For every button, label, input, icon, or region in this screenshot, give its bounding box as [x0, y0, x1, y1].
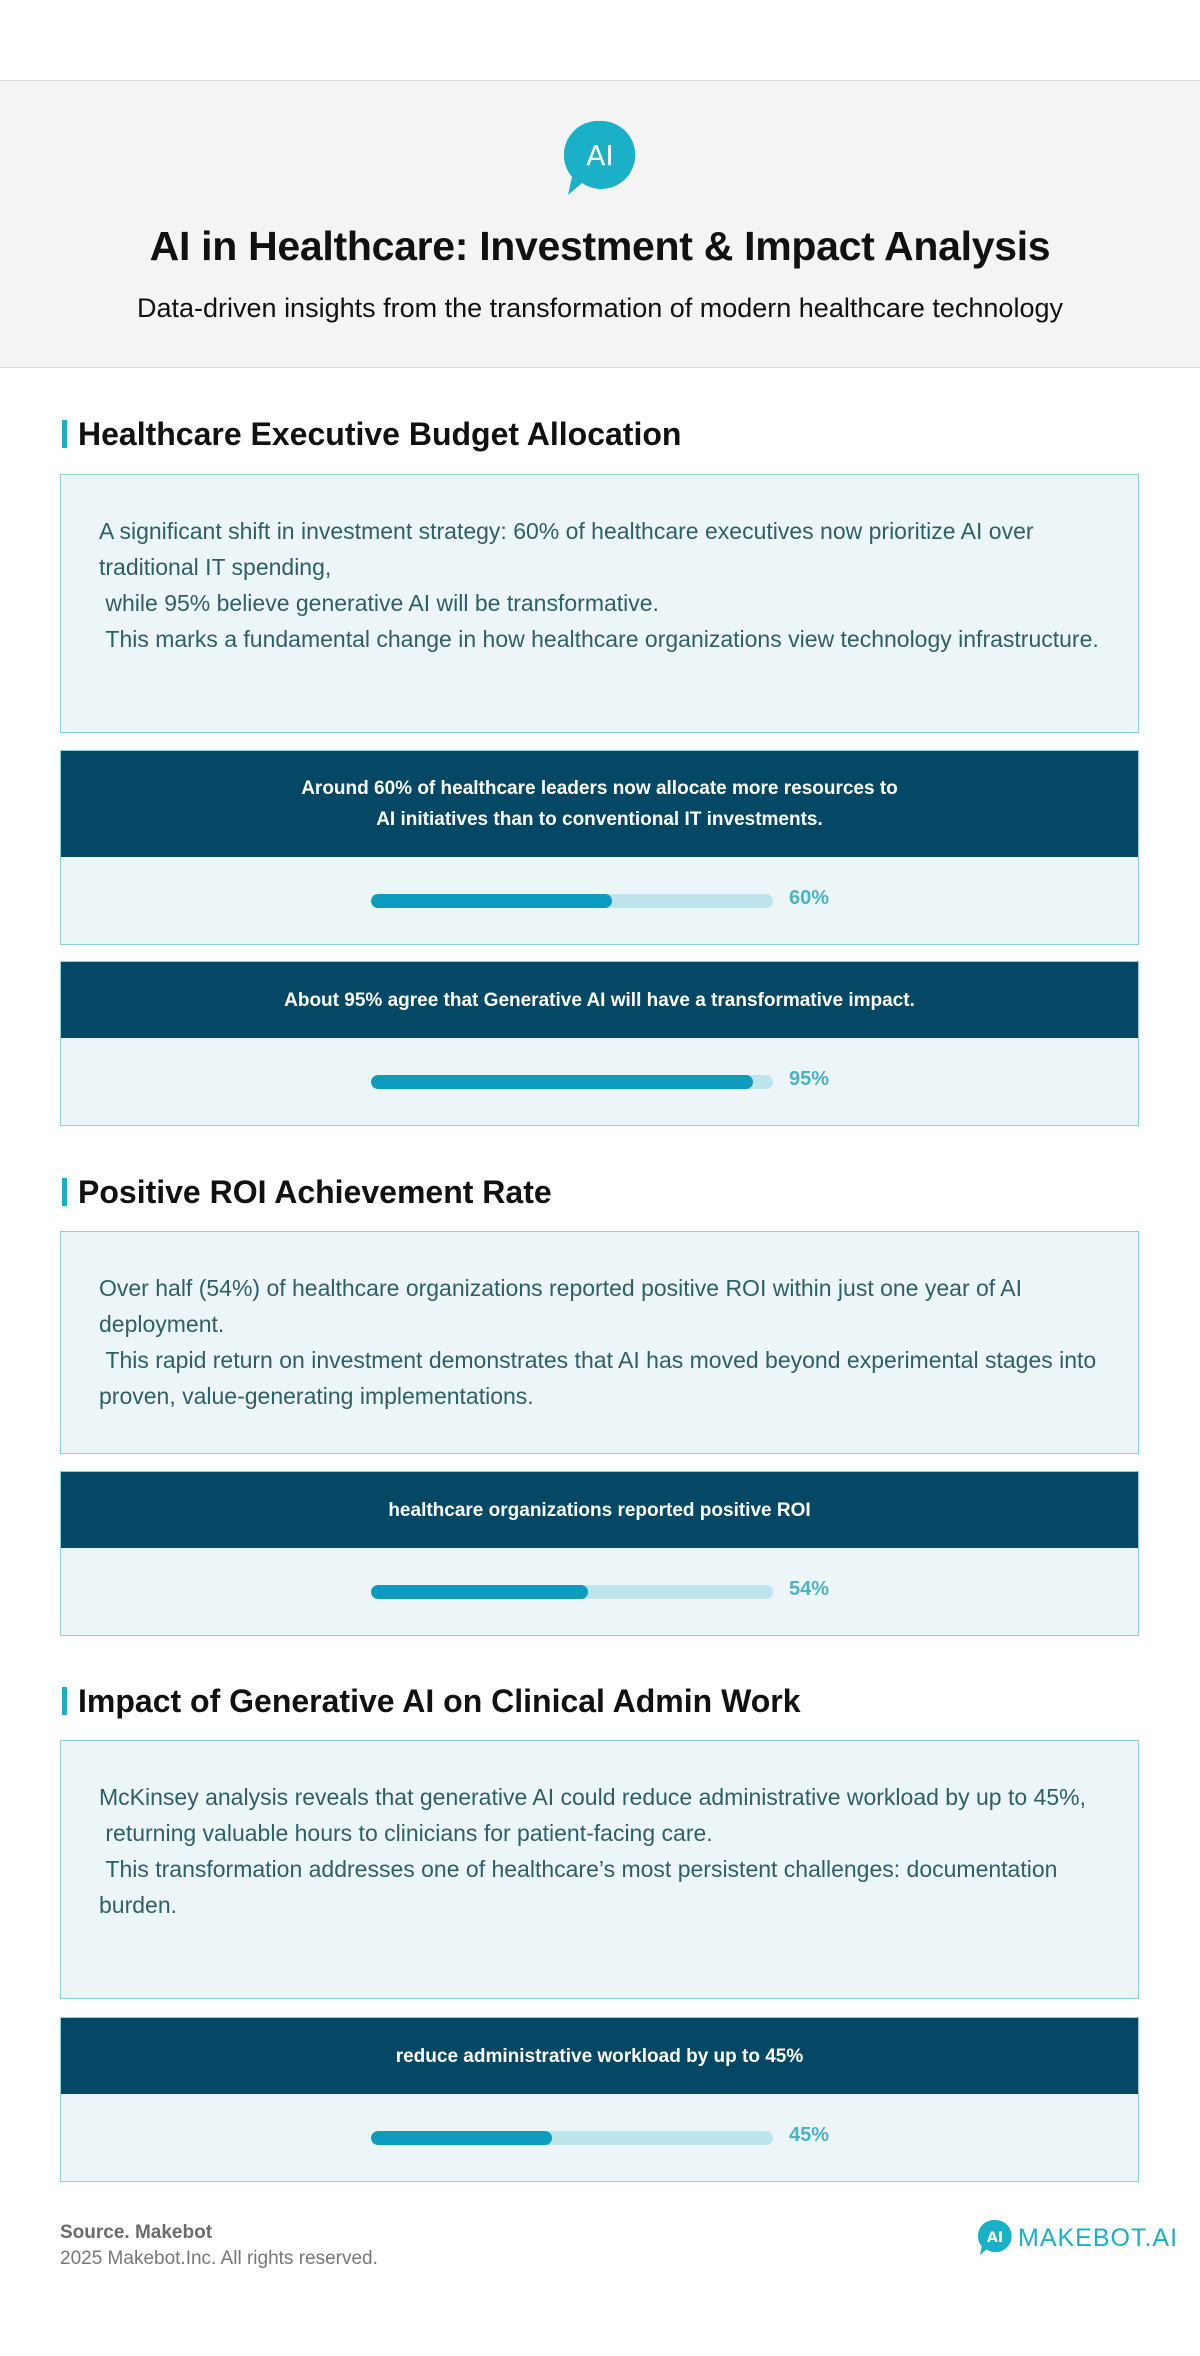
stat-headline — [61, 1472, 1138, 1548]
stat-headline — [61, 751, 1138, 857]
description-line: A significant shift in investment strategy: 60% of healthcare executives now prioritize AI over traditional IT spending, — [99, 518, 1040, 580]
progress-value: 54% — [789, 1578, 830, 1600]
progress-fill — [371, 1075, 753, 1089]
description-box-roi — [60, 1231, 1139, 1454]
progress-row — [61, 1038, 1138, 1124]
progress-fill — [371, 894, 612, 908]
description-line: This marks a fundamental change in how healthcare organizations view technology infrastructure. — [99, 626, 1099, 652]
stat-card-budget-95 — [60, 961, 1139, 1126]
progress-track — [371, 1075, 773, 1089]
footer-copyright: 2025 Makebot.Inc. All rights reserved. — [60, 2248, 378, 2269]
progress-fill — [371, 2131, 552, 2145]
page-title: AI in Healthcare: Investment & Impact Analysis — [149, 223, 1051, 269]
stat-headline — [61, 2018, 1138, 2094]
progress-value: 95% — [789, 1068, 830, 1090]
section-title-budget: Healthcare Executive Budget Allocation — [60, 416, 681, 452]
stat-headline-line: About 95% agree that Generative AI will have a transformative impact. — [284, 989, 915, 1011]
stat-headline-line: healthcare organizations reported positive ROI — [388, 1499, 811, 1521]
section-title-admin: Impact of Generative AI on Clinical Admin Work — [60, 1683, 801, 1719]
progress-track — [371, 2131, 773, 2145]
progress-row — [61, 1548, 1138, 1634]
stat-card-budget-60 — [60, 750, 1139, 945]
progress-fill — [371, 1585, 588, 1599]
description-line: while 95% believe generative AI will be transformative. — [99, 590, 659, 616]
brand-mark-icon — [978, 2219, 1012, 2257]
progress-value: 45% — [789, 2124, 830, 2146]
progress-track — [371, 1585, 773, 1599]
progress-row — [61, 2094, 1138, 2180]
description-box-budget — [60, 474, 1139, 733]
stat-headline — [61, 962, 1138, 1038]
header — [0, 80, 1200, 368]
description-line: This rapid return on investment demonstrates that AI has moved beyond experimental stages into proven, value-generating implementations. — [99, 1347, 1103, 1409]
stat-headline-line: reduce administrative workload by up to 45% — [395, 2045, 804, 2067]
footer-brand-logo[interactable] — [978, 2218, 1178, 2258]
progress-row — [61, 857, 1138, 943]
brand-name: MAKEBOT.AI — [1018, 2223, 1179, 2252]
progress-value: 60% — [789, 887, 830, 909]
stat-card-admin-45 — [60, 2017, 1139, 2182]
page-subtitle: Data-driven insights from the transformation of modern healthcare technology — [137, 293, 1063, 323]
logo-mark-text: AI — [586, 139, 614, 172]
progress-track — [371, 894, 773, 908]
description-line: returning valuable hours to clinicians for patient-facing care. — [99, 1820, 713, 1846]
ai-logo-icon — [564, 119, 636, 199]
stat-headline-line: Around 60% of healthcare leaders now allocate more resources to — [301, 778, 898, 799]
description-box-admin — [60, 1740, 1139, 1999]
brand-mark-text: AI — [986, 2229, 1004, 2246]
section-title-roi: Positive ROI Achievement Rate — [60, 1174, 552, 1210]
description-line: This transformation addresses one of healthcare’s most persistent challenges: documentation burden. — [99, 1856, 1064, 1918]
description-line: McKinsey analysis reveals that generative AI could reduce administrative workload by up to 45%, — [99, 1784, 1086, 1810]
description-line: Over half (54%) of healthcare organizations reported positive ROI within just one year of AI deployment. — [99, 1275, 1029, 1337]
stat-headline-line: AI initiatives than to conventional IT investments. — [376, 809, 823, 830]
stat-card-roi-54 — [60, 1471, 1139, 1636]
footer-source: Source. Makebot — [60, 2222, 213, 2243]
